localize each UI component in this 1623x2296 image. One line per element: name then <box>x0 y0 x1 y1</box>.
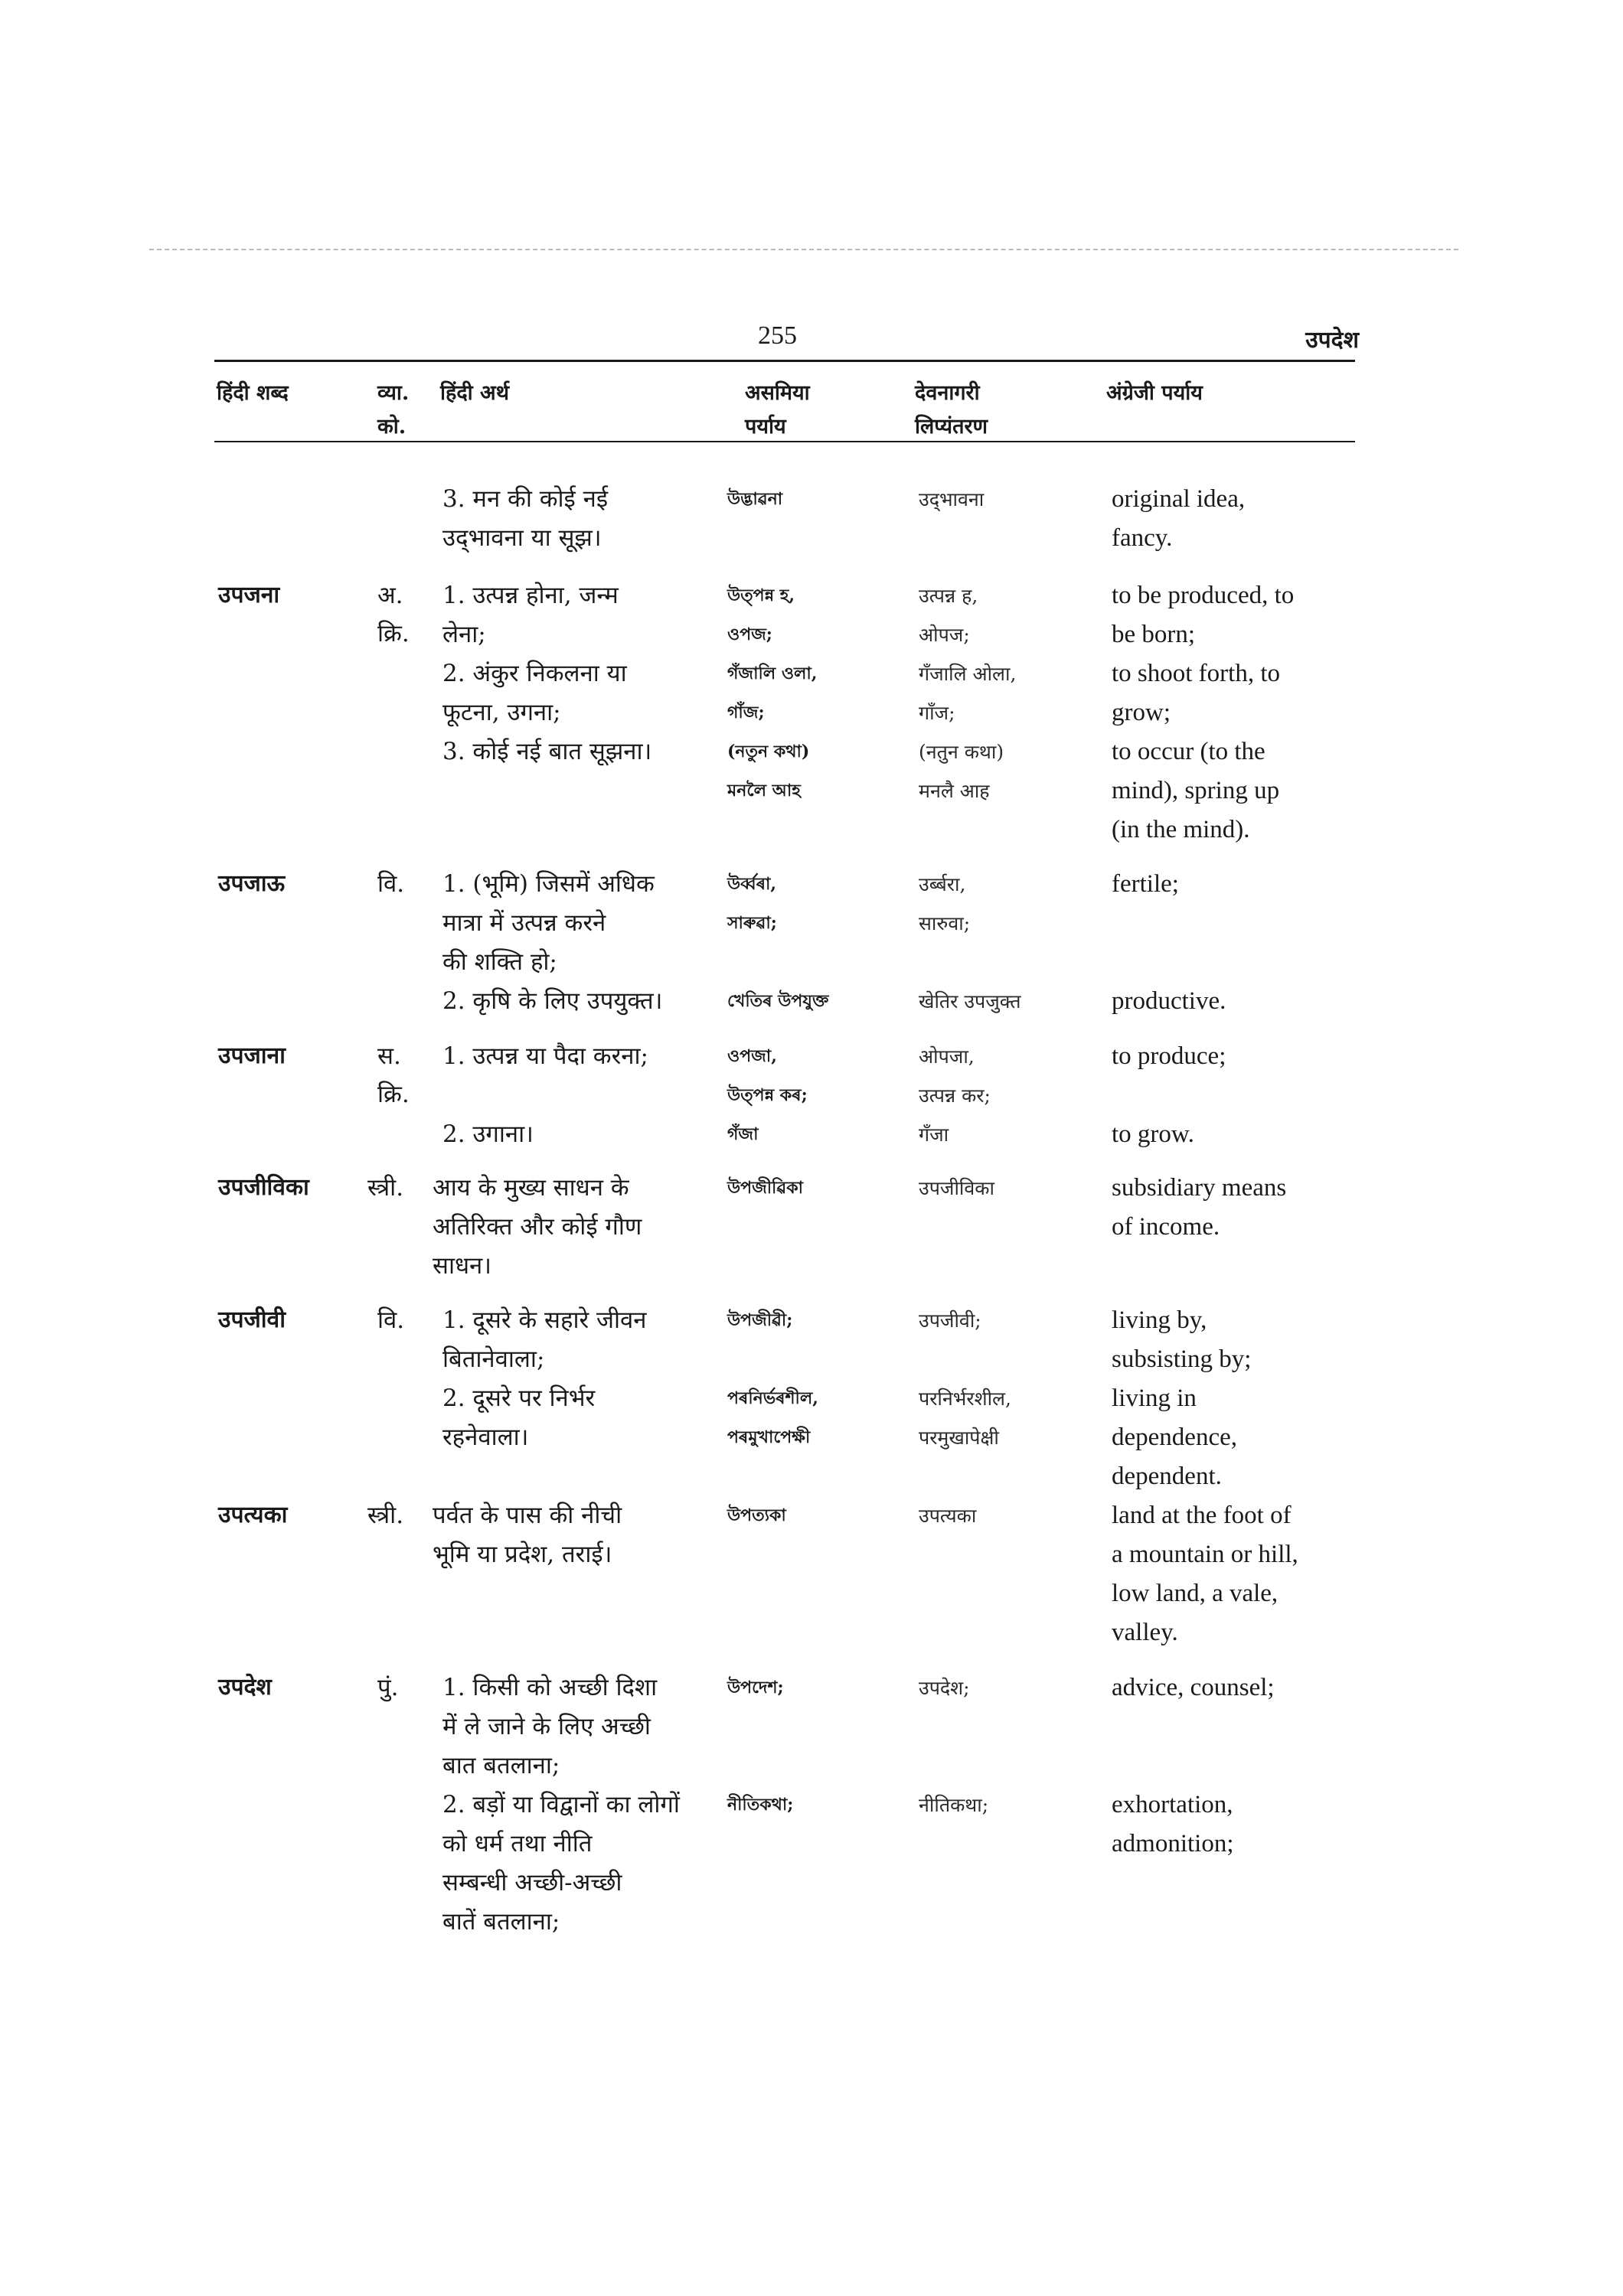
col-head-hindi-meaning: हिंदी अर्थ <box>440 381 509 405</box>
entry-meaning-hindi: पर्वत के पास की नीची भूमि या प्रदेश, तराई। <box>433 1502 622 1568</box>
entry-english: subsidiary means of income. <box>1112 1174 1287 1241</box>
entry-devanagari: उर्ब्बरा, सारुवा; खेतिर उपजुक्त <box>919 873 1021 1013</box>
entry-devanagari: ओपजा, उत्पन्न कर; गँजा <box>919 1045 991 1146</box>
entry-grammar: स्त्री. <box>367 1502 404 1529</box>
entry-assamese: উপজীৱী; পৰনিৰ্ভৰশীল, পৰমুখাপেক্ষী <box>727 1310 818 1447</box>
entry-english: living by, subsisting by; living in dependence, dependent. <box>1112 1306 1252 1490</box>
header-bottom-rule <box>214 441 1355 442</box>
entry-assamese: উদ্ভাৱনা <box>727 489 783 509</box>
entry-devanagari: उपजीविका <box>919 1177 994 1199</box>
entry-devanagari: उपदेश; नीतिकथा; <box>919 1677 989 1816</box>
entry-assamese: ওপজা, উত্‌পন্ন কৰ; গঁজা <box>727 1046 808 1144</box>
entry-grammar: स्त्री. <box>367 1174 404 1202</box>
entry-devanagari: उपत्यका <box>919 1505 977 1527</box>
header-top-rule <box>214 360 1355 362</box>
entry-headword: उपजाना <box>218 1042 286 1069</box>
entry-assamese: উপত্যকা <box>727 1505 786 1525</box>
entry-english: land at the foot of a mountain or hill, low land, a vale, valley. <box>1112 1502 1298 1646</box>
entry-grammar: वि. <box>377 1306 405 1334</box>
entry-meaning-hindi: 1. (भूमि) जिसमें अधिक मात्रा में उत्पन्न करने की शक्ति हो; 2. कृषि के लिए उपयुक्त। <box>442 870 663 1015</box>
entry-assamese: উপদেশ; নীতিকথা; <box>727 1678 794 1815</box>
entry-headword: उपदेश <box>218 1674 272 1701</box>
entry-english: to be produced, to be born; to shoot forth, to grow; to occur (to the mind), spring up (in the mind). <box>1112 582 1295 843</box>
entry-english: fertile; productive. <box>1112 870 1226 1015</box>
col-head-grammar: व्या. को. <box>377 381 410 439</box>
entry-headword: उपत्यका <box>218 1502 288 1528</box>
entry-meaning-hindi: 1. किसी को अच्छी दिशा में ले जाने के लिए अच्छी बात बतलाना; 2. बड़ों या विद्वानों का लोगों को धर्म तथा नीति सम्बन्धी अच्छी-अच्छी बातें बतलाना; <box>442 1674 680 1936</box>
entry-grammar: पुं. <box>377 1674 399 1701</box>
entry-assamese: উত্‌পন্ন হ, ওপজ; গঁজালি ওলা, গাঁজ; (নতুন কথা) মনলৈ আহ <box>727 585 818 801</box>
entry-meaning-hindi: 1. उत्पन्न होना, जन्म लेना; 2. अंकुर निकलना या फूटना, उगना; 3. कोई नई बात सूझना। <box>442 582 652 765</box>
entry-english: original idea, fancy. <box>1112 485 1246 552</box>
col-head-hindi-word: हिंदी शब्द <box>217 381 289 405</box>
entry-grammar: वि. <box>377 870 405 898</box>
entry-grammar: स. क्रि. <box>377 1042 410 1108</box>
entry-devanagari: उत्पन्न ह, ओपज; गँजालि ओला, गाँज; (नतुन कथा) मनलै आह <box>919 585 1017 802</box>
entry-headword: उपजीविका <box>218 1174 309 1201</box>
entry-english: advice, counsel; exhortation, admonition; <box>1112 1674 1275 1857</box>
col-head-assamese: असमिया पर्याय <box>745 381 810 439</box>
entry-meaning-hindi: 1. दूसरे के सहारे जीवन बितानेवाला; 2. दूसरे पर निर्भर रहनेवाला। <box>442 1306 647 1451</box>
entry-headword: उपजना <box>218 582 280 608</box>
page-number: 255 <box>758 321 797 350</box>
entry-assamese: উৰ্ব্বৰা, সাৰুৱা; খেতিৰ উপযুক্ত <box>727 874 829 1011</box>
entry-headword: उपजीवी <box>218 1306 286 1333</box>
entry-grammar: अ. क्रि. <box>377 582 410 647</box>
entry-devanagari: उपजीवी; परनिर्भरशील, परमुखापेक्षी <box>919 1309 1011 1449</box>
entry-headword: उपजाऊ <box>218 870 286 897</box>
entry-meaning-hindi: आय के मुख्य साधन के अतिरिक्त और कोई गौण साधन। <box>433 1174 642 1280</box>
col-head-devanagari: देवनागरी लिप्यंतरण <box>915 381 988 439</box>
entry-devanagari: उद्‌भावना <box>919 488 985 510</box>
scan-edge-line <box>149 249 1458 250</box>
col-head-english: अंग्रेजी पर्याय <box>1106 381 1203 405</box>
running-head: उपदेश <box>1305 327 1359 354</box>
entry-meaning-hindi: 3. मन की कोई नई उद्‌भावना या सूझ। <box>442 485 609 552</box>
entry-english: to produce; to grow. <box>1112 1042 1226 1148</box>
entry-assamese: উপজীৱিকা <box>727 1178 803 1198</box>
entry-meaning-hindi: 1. उत्पन्न या पैदा करना; 2. उगाना। <box>442 1042 648 1148</box>
